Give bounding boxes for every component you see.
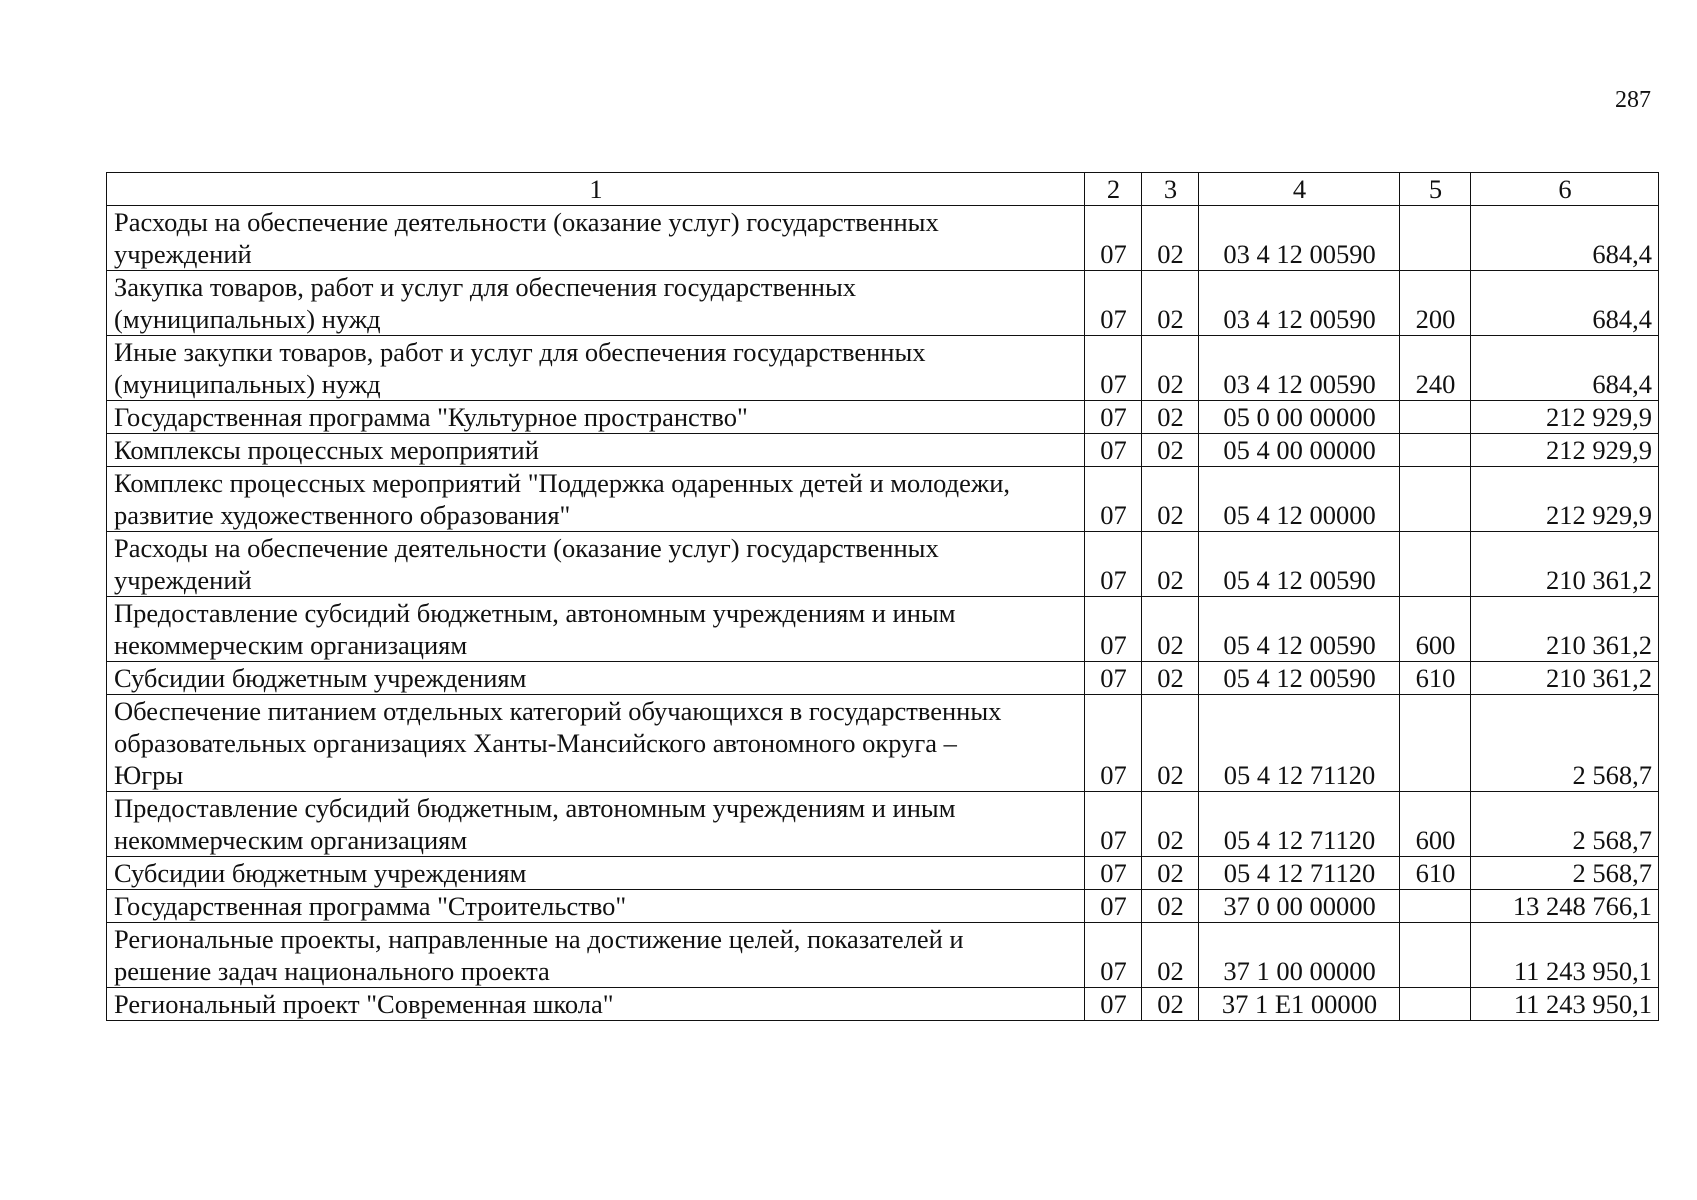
section-cell: 07: [1085, 597, 1142, 662]
subsection-cell: 02: [1142, 890, 1199, 923]
section-cell: 07: [1085, 662, 1142, 695]
target-article-cell: 37 1 00 00000: [1199, 923, 1400, 988]
expense-type-cell: [1400, 467, 1471, 532]
item-name-line: Предоставление субсидий бюджетным, автономным учреждениям и иным: [114, 598, 956, 628]
amount-cell: 684,4: [1471, 206, 1659, 271]
column-header-1: 1: [107, 173, 1085, 206]
item-name-line: образовательных организациях Ханты-Мансийского автономного округа –: [114, 728, 957, 758]
item-name-line: развитие художественного образования": [114, 500, 571, 530]
target-article-cell: 03 4 12 00590: [1199, 271, 1400, 336]
subsection-cell: 02: [1142, 923, 1199, 988]
page-number: 287: [1615, 87, 1651, 113]
amount-cell: 212 929,9: [1471, 401, 1659, 434]
section-cell: 07: [1085, 336, 1142, 401]
subsection-cell: 02: [1142, 662, 1199, 695]
section-cell: 07: [1085, 923, 1142, 988]
subsection-cell: 02: [1142, 532, 1199, 597]
amount-cell: 210 361,2: [1471, 662, 1659, 695]
header-row: [107, 173, 1659, 206]
amount-cell: 210 361,2: [1471, 597, 1659, 662]
table-row: [107, 467, 1659, 532]
amount-cell: 684,4: [1471, 271, 1659, 336]
item-name-cell: [107, 890, 1085, 923]
section-cell: 07: [1085, 467, 1142, 532]
expense-type-cell: 610: [1400, 857, 1471, 890]
item-name-cell: [107, 857, 1085, 890]
item-name-line: Субсидии бюджетным учреждениям: [114, 858, 527, 888]
target-article-cell: 03 4 12 00590: [1199, 336, 1400, 401]
item-name-cell: [107, 206, 1085, 271]
target-article-cell: 05 4 00 00000: [1199, 434, 1400, 467]
expense-type-cell: [1400, 695, 1471, 792]
item-name-line: некоммерческим организациям: [114, 825, 468, 855]
item-name-line: Югры: [114, 760, 184, 790]
expense-type-cell: 600: [1400, 792, 1471, 857]
expense-type-cell: 240: [1400, 336, 1471, 401]
target-article-cell: 37 0 00 00000: [1199, 890, 1400, 923]
item-name-line: (муниципальных) нужд: [114, 304, 381, 334]
column-header-4: 4: [1199, 173, 1400, 206]
amount-cell: 11 243 950,1: [1471, 923, 1659, 988]
item-name-cell: [107, 988, 1085, 1021]
section-cell: 07: [1085, 857, 1142, 890]
item-name-cell: [107, 923, 1085, 988]
expense-type-cell: [1400, 532, 1471, 597]
column-header-6: 6: [1471, 173, 1659, 206]
amount-cell: 212 929,9: [1471, 467, 1659, 532]
item-name-line: некоммерческим организациям: [114, 630, 468, 660]
target-article-cell: 05 4 12 00590: [1199, 532, 1400, 597]
table-row: [107, 401, 1659, 434]
item-name-line: (муниципальных) нужд: [114, 369, 381, 399]
subsection-cell: 02: [1142, 597, 1199, 662]
item-name-cell: [107, 336, 1085, 401]
table-row: [107, 206, 1659, 271]
expense-type-cell: [1400, 988, 1471, 1021]
table-row: [107, 434, 1659, 467]
amount-cell: 13 248 766,1: [1471, 890, 1659, 923]
budget-table: [106, 172, 1659, 1021]
item-name-cell: [107, 792, 1085, 857]
item-name-line: Обеспечение питанием отдельных категорий обучающихся в государственных: [114, 696, 1002, 726]
amount-cell: 2 568,7: [1471, 695, 1659, 792]
target-article-cell: 05 4 12 00000: [1199, 467, 1400, 532]
section-cell: 07: [1085, 890, 1142, 923]
item-name-cell: [107, 597, 1085, 662]
subsection-cell: 02: [1142, 695, 1199, 792]
table-row: [107, 857, 1659, 890]
expense-type-cell: [1400, 206, 1471, 271]
target-article-cell: 05 4 12 00590: [1199, 597, 1400, 662]
item-name-cell: [107, 532, 1085, 597]
expense-type-cell: 610: [1400, 662, 1471, 695]
item-name-line: учреждений: [114, 239, 252, 269]
amount-cell: 2 568,7: [1471, 792, 1659, 857]
column-header-2: 2: [1085, 173, 1142, 206]
expense-type-cell: [1400, 434, 1471, 467]
expense-type-cell: [1400, 401, 1471, 434]
expense-type-cell: 200: [1400, 271, 1471, 336]
subsection-cell: 02: [1142, 206, 1199, 271]
item-name-line: Комплекс процессных мероприятий "Поддержка одаренных детей и молодежи,: [114, 468, 1011, 498]
item-name-line: Субсидии бюджетным учреждениям: [114, 663, 527, 693]
subsection-cell: 02: [1142, 988, 1199, 1021]
table-row: [107, 597, 1659, 662]
item-name-cell: [107, 662, 1085, 695]
section-cell: 07: [1085, 401, 1142, 434]
section-cell: 07: [1085, 988, 1142, 1021]
table-body: [107, 206, 1659, 1021]
item-name-cell: [107, 467, 1085, 532]
item-name-cell: [107, 271, 1085, 336]
item-name-line: Государственная программа "Строительство": [114, 891, 627, 921]
expense-type-cell: [1400, 923, 1471, 988]
item-name-line: Государственная программа "Культурное пространство": [114, 402, 748, 432]
target-article-cell: 05 0 00 00000: [1199, 401, 1400, 434]
table-row: [107, 988, 1659, 1021]
section-cell: 07: [1085, 695, 1142, 792]
target-article-cell: 03 4 12 00590: [1199, 206, 1400, 271]
amount-cell: 212 929,9: [1471, 434, 1659, 467]
target-article-cell: 05 4 12 71120: [1199, 695, 1400, 792]
subsection-cell: 02: [1142, 467, 1199, 532]
table-header: [107, 173, 1659, 206]
item-name-line: Закупка товаров, работ и услуг для обеспечения государственных: [114, 272, 857, 302]
expense-type-cell: [1400, 890, 1471, 923]
item-name-line: решение задач национального проекта: [114, 956, 550, 986]
column-header-3: 3: [1142, 173, 1199, 206]
item-name-line: Комплексы процессных мероприятий: [114, 435, 539, 465]
subsection-cell: 02: [1142, 857, 1199, 890]
subsection-cell: 02: [1142, 434, 1199, 467]
item-name-line: учреждений: [114, 565, 252, 595]
subsection-cell: 02: [1142, 271, 1199, 336]
column-header-5: 5: [1400, 173, 1471, 206]
item-name-line: Иные закупки товаров, работ и услуг для обеспечения государственных: [114, 337, 926, 367]
subsection-cell: 02: [1142, 336, 1199, 401]
section-cell: 07: [1085, 206, 1142, 271]
table-row: [107, 271, 1659, 336]
table-row: [107, 923, 1659, 988]
item-name-line: Расходы на обеспечение деятельности (оказание услуг) государственных: [114, 207, 939, 237]
table-row: [107, 662, 1659, 695]
item-name-line: Региональный проект "Современная школа": [114, 989, 614, 1019]
item-name-cell: [107, 401, 1085, 434]
target-article-cell: 05 4 12 71120: [1199, 857, 1400, 890]
item-name-line: Региональные проекты, направленные на достижение целей, показателей и: [114, 924, 964, 954]
target-article-cell: 05 4 12 00590: [1199, 662, 1400, 695]
item-name-line: Расходы на обеспечение деятельности (оказание услуг) государственных: [114, 533, 939, 563]
table-row: [107, 695, 1659, 792]
section-cell: 07: [1085, 434, 1142, 467]
table-row: [107, 532, 1659, 597]
section-cell: 07: [1085, 271, 1142, 336]
amount-cell: 684,4: [1471, 336, 1659, 401]
table-row: [107, 336, 1659, 401]
table-row: [107, 792, 1659, 857]
subsection-cell: 02: [1142, 401, 1199, 434]
table-row: [107, 890, 1659, 923]
item-name-cell: [107, 434, 1085, 467]
section-cell: 07: [1085, 792, 1142, 857]
subsection-cell: 02: [1142, 792, 1199, 857]
item-name-line: Предоставление субсидий бюджетным, автономным учреждениям и иным: [114, 793, 956, 823]
amount-cell: 11 243 950,1: [1471, 988, 1659, 1021]
amount-cell: 210 361,2: [1471, 532, 1659, 597]
amount-cell: 2 568,7: [1471, 857, 1659, 890]
target-article-cell: 37 1 E1 00000: [1199, 988, 1400, 1021]
item-name-cell: [107, 695, 1085, 792]
target-article-cell: 05 4 12 71120: [1199, 792, 1400, 857]
section-cell: 07: [1085, 532, 1142, 597]
expense-type-cell: 600: [1400, 597, 1471, 662]
